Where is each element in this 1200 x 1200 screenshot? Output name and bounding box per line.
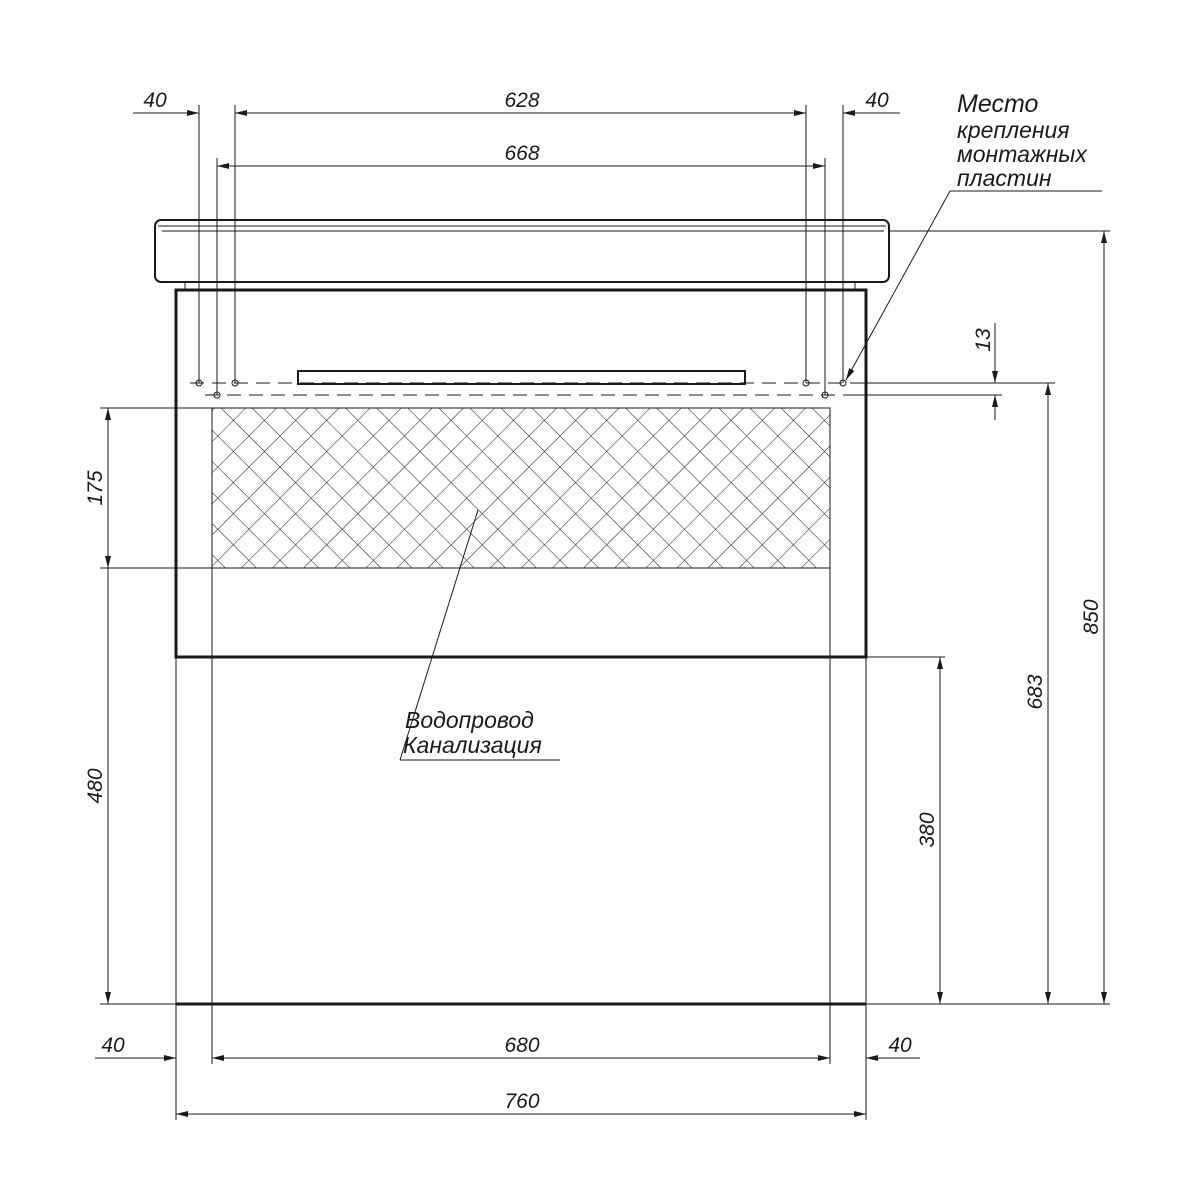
plumbing-hatch (212, 408, 830, 568)
dim-40-bottom-left: 40 (101, 1034, 125, 1057)
plumbing-note-line1: Водопровод (405, 707, 534, 733)
dim-683: 683 (1024, 674, 1047, 710)
mounting-note-line4: пластин (957, 165, 1052, 191)
plumbing-note-line2: Канализация (403, 732, 542, 758)
plumbing-zone (212, 408, 830, 568)
dim-40-bottom-right: 40 (888, 1034, 912, 1057)
dim-850: 850 (1080, 599, 1103, 635)
dim-628: 628 (504, 89, 540, 112)
dim-480: 480 (84, 768, 107, 804)
dim-668: 668 (504, 142, 540, 165)
top-dimensions (133, 89, 900, 395)
countertop-outline (155, 220, 889, 282)
mounting-plate (190, 371, 855, 398)
dim-680: 680 (504, 1034, 540, 1057)
dim-40-top-right: 40 (865, 89, 889, 112)
right-dimensions (916, 231, 1104, 1004)
dim-40-top-left: 40 (143, 89, 167, 112)
left-dimensions (84, 408, 108, 1004)
dim-380: 380 (916, 812, 939, 848)
guide-lines (100, 231, 1110, 1120)
bottom-dimensions (95, 1034, 920, 1114)
mounting-plate-outline (298, 371, 745, 384)
dim-13: 13 (972, 328, 995, 352)
mounting-note-line1: Место (957, 90, 1039, 118)
mounting-note-line3: монтажных (957, 141, 1087, 167)
dim-175: 175 (84, 470, 107, 506)
mounting-note-line2: крепления (957, 117, 1070, 143)
countertop (155, 220, 889, 290)
dim-760: 760 (504, 1090, 540, 1113)
